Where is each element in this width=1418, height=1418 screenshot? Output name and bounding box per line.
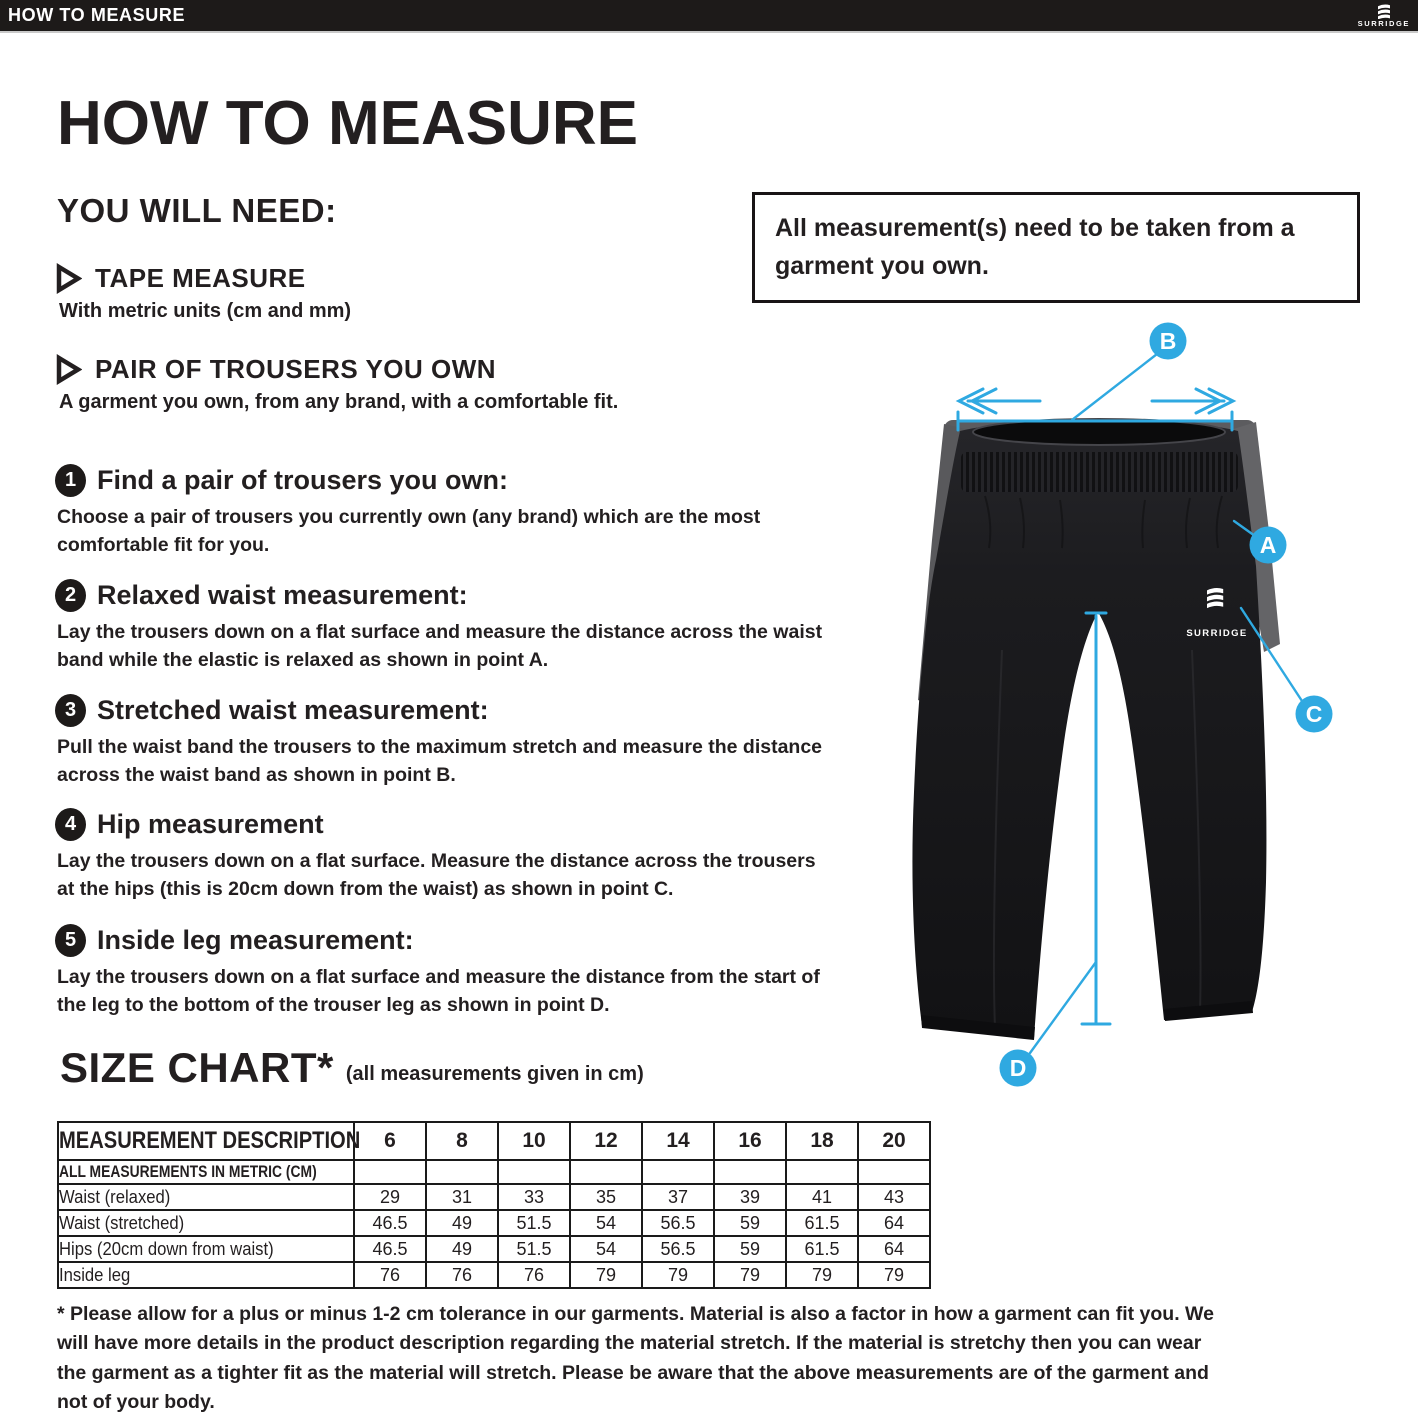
step-body: Lay the trousers down on a flat surface and measure the distance from the start of the leg to the bottom of the trouser leg as shown in point D.	[57, 966, 820, 1016]
cell-value: 76	[354, 1262, 426, 1288]
table-row	[58, 1184, 930, 1210]
step-title: Inside leg measurement:	[97, 925, 414, 955]
table-row	[58, 1236, 930, 1262]
trousers-measurement-diagram	[890, 300, 1380, 1110]
step-4	[55, 808, 845, 903]
cell-value: 46.5	[354, 1236, 426, 1262]
need-item-trousers	[55, 354, 618, 414]
size-chart-heading	[60, 1044, 644, 1092]
marker-a-label: A	[1259, 532, 1277, 558]
step-body: Pull the waist band the trousers to the maximum stretch and measure the distance across the waist band as shown in point B.	[57, 736, 823, 786]
metric-note: ALL MEASUREMENTS IN METRIC (CM)	[59, 1162, 317, 1181]
top-bar	[0, 0, 1418, 33]
step-title: Hip measurement	[97, 809, 324, 839]
cell-value: 33	[498, 1184, 570, 1210]
cell-value: 76	[426, 1262, 498, 1288]
row-label: Waist (stretched)	[59, 1212, 185, 1233]
cell-value: 56.5	[642, 1236, 714, 1262]
cell-value: 64	[858, 1236, 930, 1262]
cell-value: 54	[570, 1236, 642, 1262]
row-label: Waist (relaxed)	[59, 1186, 171, 1207]
cell-value: 79	[570, 1262, 642, 1288]
cell-value: 31	[426, 1184, 498, 1210]
column-header: MEASUREMENT DESCRIPTION	[59, 1127, 361, 1154]
step-3	[55, 694, 845, 789]
cell-value: 35	[570, 1184, 642, 1210]
size-column-header: 10	[498, 1122, 570, 1160]
cell-value: 41	[786, 1184, 858, 1210]
cell-value: 37	[642, 1184, 714, 1210]
triangle-bullet-icon	[55, 263, 82, 294]
step-title: Find a pair of trousers you own:	[97, 465, 509, 495]
table-header-row	[58, 1122, 930, 1160]
row-label: Hips (20cm down from waist)	[59, 1238, 274, 1259]
size-column-header: 6	[354, 1122, 426, 1160]
garment-logo-text: SURRIDGE	[1186, 628, 1248, 639]
you-will-need-heading: YOU WILL NEED:	[57, 192, 337, 229]
surridge-s-icon	[1374, 3, 1394, 19]
cell-value: 49	[426, 1210, 498, 1236]
cell-value: 59	[714, 1210, 786, 1236]
step-body: Lay the trousers down on a flat surface and measure the distance across the waist band while the elastic is relaxed as shown in point A.	[57, 621, 823, 671]
table-row	[58, 1210, 930, 1236]
waist-opening	[973, 419, 1225, 445]
need-item-desc: With metric units (cm and mm)	[59, 300, 352, 322]
marker-b-label: B	[1159, 328, 1177, 354]
size-column-header: 20	[858, 1122, 930, 1160]
marker-c-label: C	[1305, 701, 1323, 727]
step-number-badge: 1	[55, 464, 86, 497]
step-2	[55, 579, 845, 674]
step-number-badge: 5	[55, 924, 86, 957]
cell-value: 79	[642, 1262, 714, 1288]
size-column-header: 16	[714, 1122, 786, 1160]
step-1	[55, 464, 845, 559]
cell-value: 64	[858, 1210, 930, 1236]
cell-value: 79	[858, 1262, 930, 1288]
cell-value: 79	[714, 1262, 786, 1288]
size-column-header: 12	[570, 1122, 642, 1160]
step-title: Stretched waist measurement:	[97, 695, 489, 725]
cell-value: 29	[354, 1184, 426, 1210]
cell-value: 43	[858, 1184, 930, 1210]
page-title: HOW TO MEASURE	[57, 89, 638, 158]
waistband-ribbing	[961, 452, 1238, 492]
need-item-desc: A garment you own, from any brand, with a comfortable fit.	[59, 391, 619, 413]
size-column-header: 18	[786, 1122, 858, 1160]
cell-value: 76	[498, 1262, 570, 1288]
table-note-row	[58, 1160, 930, 1184]
step-title: Relaxed waist measurement:	[97, 580, 468, 610]
brand-name: SURRIDGE	[1357, 19, 1410, 29]
cell-value: 61.5	[786, 1210, 858, 1236]
step-body: Choose a pair of trousers you currently own (any brand) which are the most comfortable fit for you.	[57, 506, 761, 556]
cell-value: 51.5	[498, 1210, 570, 1236]
size-chart-table	[57, 1121, 931, 1289]
step-number-badge: 2	[55, 579, 86, 612]
trousers-silhouette	[912, 420, 1266, 1038]
triangle-bullet-icon	[55, 354, 82, 385]
top-bar-title: HOW TO MEASURE	[8, 5, 186, 25]
cell-value: 51.5	[498, 1236, 570, 1262]
cell-value: 46.5	[354, 1210, 426, 1236]
step-5	[55, 924, 845, 1019]
cell-value: 59	[714, 1236, 786, 1262]
step-number-badge: 3	[55, 694, 86, 727]
surridge-logo	[1358, 3, 1418, 28]
step-number-badge: 4	[55, 808, 86, 841]
size-chart-subtitle: (all measurements given in cm)	[345, 1063, 644, 1085]
tolerance-footnote: * Please allow for a plus or minus 1-2 cm tolerance in our garments. Material is also a factor in how a garment can fit you. We will have more details in the product description regarding the material stretch. If the material is stretchy then you can wear the garment as a tighter fit as the material will stretch. Please be aware that the above measurements are of the garment and not of your body.	[57, 1303, 1214, 1413]
cell-value: 39	[714, 1184, 786, 1210]
step-body: Lay the trousers down on a flat surface. Measure the distance across the trousers at the hips (this is 20cm down from the waist) as shown in point C.	[57, 850, 816, 900]
cell-value: 54	[570, 1210, 642, 1236]
marker-d-label: D	[1009, 1055, 1027, 1081]
cell-value: 79	[786, 1262, 858, 1288]
size-column-header: 8	[426, 1122, 498, 1160]
cell-value: 56.5	[642, 1210, 714, 1236]
size-chart-title: SIZE CHART*	[60, 1044, 334, 1091]
measurement-callout-box: All measurement(s) need to be taken from a garment you own.	[752, 192, 1360, 303]
need-item-title: PAIR OF TROUSERS YOU OWN	[95, 354, 497, 384]
cell-value: 61.5	[786, 1236, 858, 1262]
cell-value: 49	[426, 1236, 498, 1262]
size-column-header: 14	[642, 1122, 714, 1160]
need-item-tape-measure	[55, 263, 351, 323]
table-row	[58, 1262, 930, 1288]
row-label: Inside leg	[59, 1264, 131, 1285]
need-item-title: TAPE MEASURE	[95, 263, 306, 293]
